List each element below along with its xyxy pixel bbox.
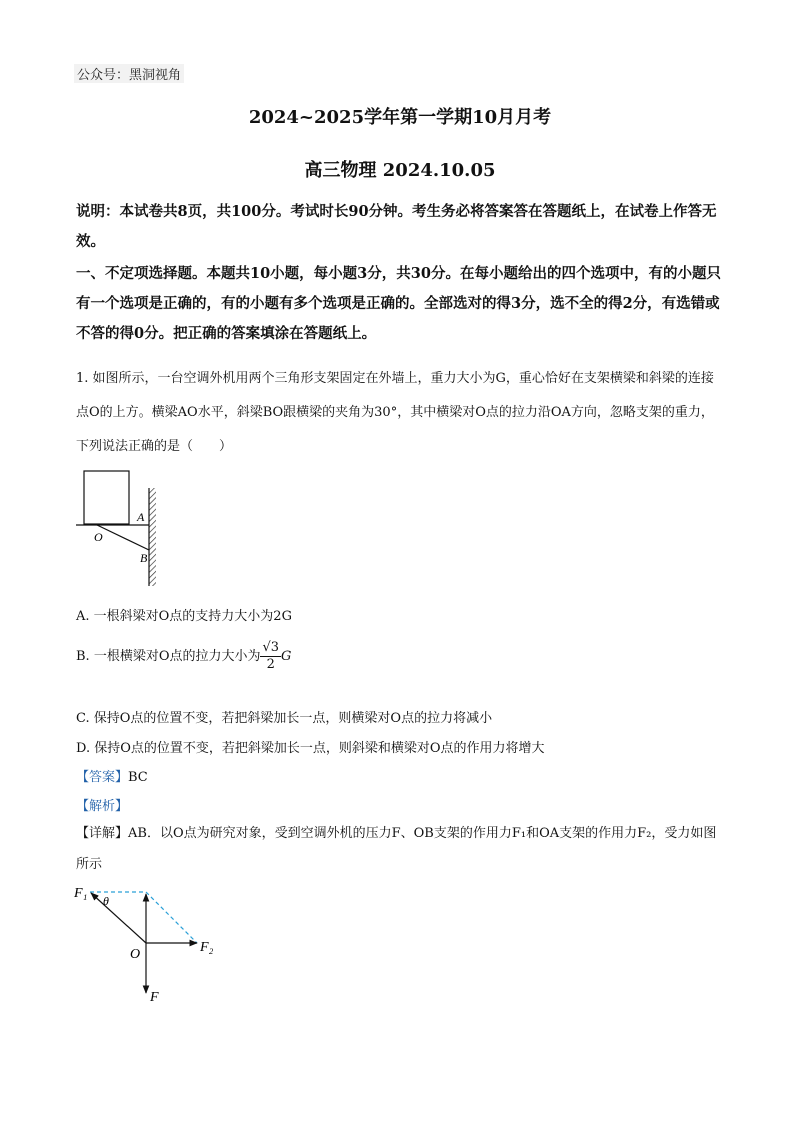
option-b-g: G: [281, 649, 292, 664]
label-o: O: [94, 530, 103, 544]
exam-title: 2024~2025学年第一学期10月月考: [248, 107, 552, 128]
option-b: [76, 640, 291, 673]
exam-subtitle: 高三物理 2024.10.05: [304, 160, 496, 181]
analysis-tag: 【解析】: [76, 799, 129, 814]
wall-hatch: [149, 488, 156, 586]
ac-unit-box: [84, 471, 129, 524]
watermark: 公众号：黑洞视角: [74, 64, 184, 83]
label-f1: F₁: [74, 886, 88, 901]
option-b-text: B. 一根横梁对O点的拉力大小为: [76, 649, 261, 664]
option-c: C. 保持O点的位置不变，若把斜梁加长一点，则横梁对O点的拉力将减小: [76, 711, 493, 726]
sqrt3-over-2: $\frac{√3}{2}$: [262, 640, 280, 672]
instructions: 说明：本试卷共8页，共100分。考试时长90分钟。考生务必将答案答在答题纸上，在试卷上作答无效。: [76, 203, 717, 250]
label-theta: θ: [103, 894, 109, 908]
label-o2: O: [130, 947, 141, 962]
beam-bo: [97, 525, 149, 550]
option-d: D. 保持O点的位置不变，若把斜梁加长一点，则斜梁和横梁对O点的作用力将增大: [76, 741, 545, 756]
detail-text: [76, 818, 726, 880]
dashed-diagonal: [146, 892, 197, 943]
bracket-diagram: [70, 470, 180, 590]
answer-tag: 【答案】: [76, 770, 129, 785]
force-diagram: [70, 880, 230, 1005]
label-f2: F₂: [200, 940, 214, 955]
detail-tag: 【详解】: [76, 826, 129, 841]
arrow-f1: [91, 893, 146, 943]
question-1-stem: 1. 如图所示，一台空调外机用两个三角形支架固定在外墙上，重力大小为G，重心恰好在支架横梁和斜梁的连接点O的上方。横梁AO水平，斜梁BO跟横梁的夹角为30°，其中横梁对O点的拉力沿OA方向，忽略支架的重力，下列说法正确的是（ ）: [76, 371, 714, 454]
label-f: F: [150, 990, 159, 1005]
detail-body: AB．以O点为研究对象，受到空调外机的压力F、OB支架的作用力F₁和OA支架的作用力F₂，受力如图所示: [76, 826, 717, 872]
option-a: A. 一根斜梁对O点的支持力大小为2G: [76, 609, 292, 624]
label-b: B: [140, 551, 148, 565]
section-heading: 一、不定项选择题。本题共10小题，每小题3分，共30分。在每小题给出的四个选项中，有的小题只有一个选项是正确的，有的小题有多个选项是正确的。全部选对的得3分，选不全的得2分，有选错或不答的得0分。把正确的答案填涂在答题纸上。: [76, 265, 721, 342]
answer-value: BC: [128, 770, 148, 785]
answer-line: [76, 766, 148, 785]
label-a: A: [137, 510, 145, 524]
